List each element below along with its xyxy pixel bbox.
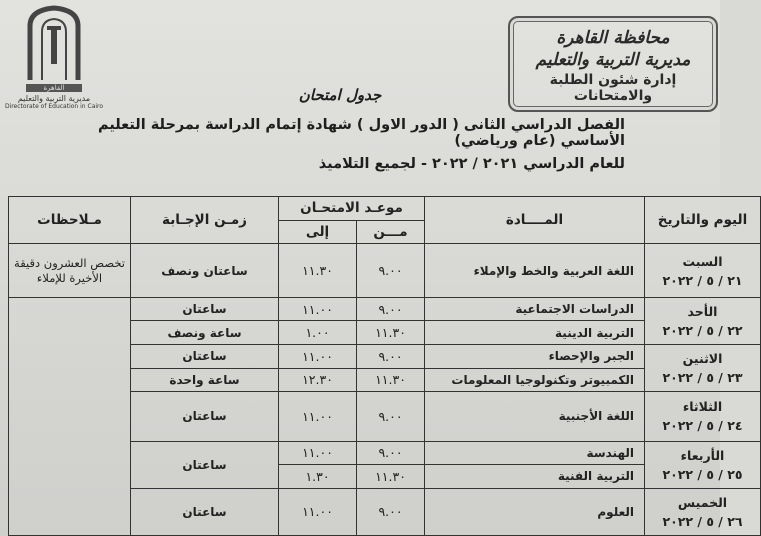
to-cell: ١١.٠٠ xyxy=(279,392,357,441)
day-date: ٢٢ / ٥ / ٢٠٢٢ xyxy=(662,322,743,338)
day-cell xyxy=(645,488,761,535)
day-name: الخميس xyxy=(677,494,728,510)
table-row xyxy=(9,244,761,298)
header-exam-time: موعـد الامتحـان xyxy=(279,197,425,221)
duration-cell: ساعتان xyxy=(131,488,279,535)
duration-cell: ساعتان ونصف xyxy=(131,244,279,298)
day-date: ٢٥ / ٥ / ٢٠٢٢ xyxy=(662,466,743,482)
from-cell: ٩.٠٠ xyxy=(357,441,425,465)
exam-subtitle: الفصل الدراسي الثانى ( الدور الاول ) شهادة إتمام الدراسة بمرحلة التعليم الأساسي (عام ورياضي) xyxy=(97,117,625,149)
day-date: ٢٤ / ٥ / ٢٠٢٢ xyxy=(662,418,743,434)
subject-cell: التربية الفنية xyxy=(425,465,645,489)
day-name: الثلاثاء xyxy=(682,399,723,415)
subject-cell: اللغة الأجنبية xyxy=(425,392,645,441)
header-from: مـــن xyxy=(357,220,425,244)
academic-year: للعام الدراسي ٢٠٢١ / ٢٠٢٢ - لجميع التلاميذ xyxy=(318,156,625,172)
from-cell: ١١.٣٠ xyxy=(357,321,425,345)
notes-cell: تخصص العشرون دقيقة الأخيرة للإملاء xyxy=(9,244,131,298)
stamp-governorate: محافظة القاهرة xyxy=(556,28,670,48)
day-name: الأربعاء xyxy=(680,447,725,463)
logo-caption-english: Directorate of Education in Cairo xyxy=(4,103,104,110)
from-cell: ١١.٣٠ xyxy=(357,465,425,489)
duration-cell: ساعتان xyxy=(131,297,279,321)
duration-cell: ساعة واحدة xyxy=(131,368,279,392)
subject-cell: اللغة العربية والخط والإملاء xyxy=(425,244,645,298)
subject-cell: الجبر والإحصاء xyxy=(425,345,645,369)
to-cell: ١.٠٠ xyxy=(279,321,357,345)
page-title: جدول امتحان xyxy=(298,86,382,104)
duration-cell: ساعتان xyxy=(131,392,279,441)
stamp-directorate: مديرية التربية والتعليم xyxy=(535,50,691,70)
subject-cell: التربية الدينية xyxy=(425,321,645,345)
to-cell: ١١.٠٠ xyxy=(279,441,357,465)
duration-cell: ساعتان xyxy=(131,345,279,369)
subject-cell: الهندسة xyxy=(425,441,645,465)
logo-caption-arabic: مديرية التربية والتعليم xyxy=(17,94,91,103)
to-cell: ١.٣٠ xyxy=(279,465,357,489)
directorate-stamp xyxy=(508,16,718,112)
to-cell: ١١.٠٠ xyxy=(279,297,357,321)
day-date: ٢١ / ٥ / ٢٠٢٢ xyxy=(662,272,743,288)
stamp-department: إدارة شئون الطلبة والامتحانات xyxy=(549,72,677,104)
subject-cell: الدراسات الاجتماعية xyxy=(425,297,645,321)
header-to: إلى xyxy=(279,220,357,244)
day-cell xyxy=(645,345,761,392)
from-cell: ٩.٠٠ xyxy=(357,345,425,369)
header-day-date: اليوم والتاريخ xyxy=(645,197,761,244)
header-notes: مـلاحظات xyxy=(9,197,131,244)
duration-cell: ساعة ونصف xyxy=(131,321,279,345)
to-cell: ١١.٣٠ xyxy=(279,244,357,298)
exam-schedule-table xyxy=(8,196,761,536)
day-date: ٢٣ / ٥ / ٢٠٢٢ xyxy=(662,370,743,386)
day-date: ٢٦ / ٥ / ٢٠٢٢ xyxy=(662,513,743,529)
table-row xyxy=(9,297,761,321)
directorate-logo xyxy=(2,4,106,124)
header-subject: المــــادة xyxy=(425,197,645,244)
subject-cell: العلوم xyxy=(425,488,645,535)
day-cell xyxy=(645,244,761,298)
duration-cell: ساعتان xyxy=(131,441,279,488)
from-cell: ١١.٣٠ xyxy=(357,368,425,392)
from-cell: ٩.٠٠ xyxy=(357,297,425,321)
subject-cell: الكمبيوتر وتكنولوجيا المعلومات xyxy=(425,368,645,392)
cairo-emblem-icon xyxy=(22,4,86,94)
day-cell xyxy=(645,392,761,441)
to-cell: ١١.٠٠ xyxy=(279,345,357,369)
header-duration: زمـن الإجـابة xyxy=(131,197,279,244)
day-cell xyxy=(645,441,761,488)
svg-text:القاهرة: القاهرة xyxy=(43,84,65,92)
day-name: الاثنين xyxy=(682,351,723,367)
day-cell xyxy=(645,297,761,344)
from-cell: ٩.٠٠ xyxy=(357,244,425,298)
to-cell: ١١.٠٠ xyxy=(279,488,357,535)
day-name: السبت xyxy=(682,253,723,269)
from-cell: ٩.٠٠ xyxy=(357,392,425,441)
from-cell: ٩.٠٠ xyxy=(357,488,425,535)
day-name: الأحد xyxy=(687,303,718,319)
notes-cell-empty xyxy=(9,297,131,535)
to-cell: ١٢.٣٠ xyxy=(279,368,357,392)
